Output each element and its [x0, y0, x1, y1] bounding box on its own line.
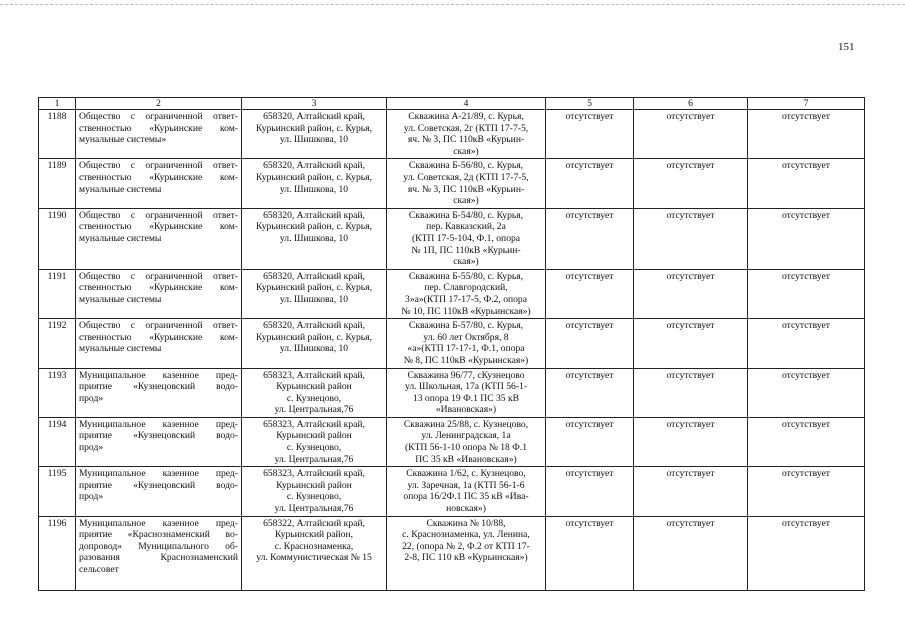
value-cell-c5: отсутствует — [546, 516, 634, 590]
organization-cell — [76, 159, 242, 208]
org-line: сельсовет — [79, 564, 119, 575]
obj-line: 3»а»(КТП 17-17-5, Ф.2, опора — [405, 293, 527, 305]
org-line: мунальные системы — [79, 183, 162, 195]
org-line: прод» — [79, 392, 104, 404]
object-cell — [387, 269, 546, 318]
obj-line: с. Краснознаменка, ул. Ленина, — [402, 529, 530, 541]
addr-line: ул. Коммунистическая № 15 — [256, 552, 372, 564]
addr-line: ул. Шишкова, 10 — [279, 134, 349, 146]
object-cell — [387, 159, 546, 208]
table-row — [39, 319, 865, 368]
obj-line: 22, (опора № 2, Ф.2 от КТП 17- — [402, 540, 530, 552]
header-col-1: 1 — [39, 98, 76, 110]
addr-line: Курьинский район, с. Курья, — [256, 282, 372, 294]
table-row — [39, 269, 865, 318]
obj-line: «а»(КТП 17-17-1, Ф.1, опора — [407, 343, 525, 355]
registry-table — [38, 97, 865, 591]
addr-line: Курьинский район, с. Курья, — [256, 171, 372, 183]
org-line: допровод» Муниципального об- — [79, 540, 238, 552]
org-line: Муниципальное казенное пред- — [79, 468, 238, 480]
obj-line: ул. Советская, 2д (КТП 17-7-5, — [403, 171, 529, 183]
obj-line: (КТП 56-1-10 опора № 18 Ф.1 — [404, 442, 528, 454]
object-cell — [387, 516, 546, 590]
row-number: 1190 — [39, 208, 76, 269]
value-cell-c6: отсутствует — [634, 208, 748, 269]
value-cell-c6: отсутствует — [634, 417, 748, 466]
value-cell-c6: отсутствует — [634, 269, 748, 318]
obj-line: ул. Заречная, 1а (КТП 56-1-6 — [407, 479, 525, 491]
obj-line: Скважина № 10/88, — [426, 517, 506, 529]
value-cell-c6: отсутствует — [634, 159, 748, 208]
organization-cell — [76, 516, 242, 590]
org-line: ственностью «Курьинские ком- — [79, 331, 238, 343]
org-line: Муниципальное казенное пред- — [79, 517, 238, 529]
address-cell — [242, 110, 387, 159]
page-top-border — [0, 4, 905, 5]
value-cell-c5: отсутствует — [546, 110, 634, 159]
value-cell-c5: отсутствует — [546, 319, 634, 368]
value-cell-c5: отсутствует — [546, 159, 634, 208]
row-number: 1196 — [39, 516, 76, 590]
header-col-7: 7 — [748, 98, 865, 110]
obj-line: ская») — [453, 145, 479, 157]
addr-line: ул. Шишкова, 10 — [279, 232, 349, 244]
addr-line: ул. Шишкова, 10 — [279, 183, 349, 195]
object-cell — [387, 417, 546, 466]
org-line: ственностью «Курьинские ком- — [79, 122, 238, 134]
value-cell-c7: отсутствует — [748, 368, 865, 417]
obj-line: 2-8, ПС 110 кВ «Курьинская») — [404, 552, 528, 564]
object-cell — [387, 467, 546, 516]
addr-line: 658323, Алтайский край, — [263, 468, 365, 480]
obj-line: ская») — [453, 195, 479, 207]
obj-line: пер. Славгородский, — [424, 282, 508, 294]
table-row — [39, 159, 865, 208]
org-line: разования Краснознаменский — [79, 552, 238, 564]
obj-line: ул. Ленинградская, 1а — [421, 430, 511, 442]
object-cell — [387, 110, 546, 159]
org-line: Общество с ограниченной ответ- — [79, 270, 238, 282]
value-cell-c7: отсутствует — [748, 269, 865, 318]
obj-line: Скважина 1/62, с. Кузнецово, — [406, 468, 526, 480]
addr-line: Курьинский район, с. Курья, — [256, 221, 372, 233]
row-number: 1194 — [39, 417, 76, 466]
obj-line: ПС 35 кВ «Ивановская») — [415, 453, 517, 465]
org-line: прод» — [79, 442, 104, 454]
obj-line: ул. Школьная, 17а (КТП 56-1- — [404, 381, 528, 393]
org-line: ственностью «Курьинские ком- — [79, 282, 238, 294]
org-line: ственностью «Курьинские ком- — [79, 221, 238, 233]
obj-line: новская») — [446, 503, 486, 515]
obj-line: ская») — [453, 256, 479, 268]
org-line: мунальные системы» — [79, 134, 167, 146]
addr-line: 658320, Алтайский край, — [263, 320, 365, 332]
addr-line: Курьинский район, с. Курья, — [256, 122, 372, 134]
addr-line: Курьинский район, — [274, 529, 354, 541]
value-cell-c6: отсутствует — [634, 516, 748, 590]
obj-line: пер. Кавказский, 2а — [426, 221, 506, 233]
obj-line: (КТП 17-5-104, Ф.1, опора — [411, 232, 521, 244]
org-line: Общество с ограниченной ответ- — [79, 111, 238, 122]
header-col-5: 5 — [546, 98, 634, 110]
org-line: Муниципальное казенное пред- — [79, 369, 238, 381]
obj-line: ул. 60 лет Октября, 8 — [423, 331, 509, 343]
value-cell-c6: отсутствует — [634, 368, 748, 417]
addr-line: с. Кузнецово, — [286, 392, 342, 404]
organization-cell — [76, 269, 242, 318]
organization-cell — [76, 417, 242, 466]
address-cell — [242, 368, 387, 417]
obj-line: № 8, ПС 110кВ «Курьинская») — [403, 354, 529, 366]
value-cell-c7: отсутствует — [748, 516, 865, 590]
addr-line: с. Краснознаменка, — [274, 540, 354, 552]
table-row — [39, 208, 865, 269]
addr-line: с. Кузнецово, — [286, 491, 342, 503]
obj-line: Скважина А-21/89, с. Курья, — [408, 111, 524, 122]
value-cell-c6: отсутствует — [634, 319, 748, 368]
object-cell — [387, 368, 546, 417]
row-number: 1195 — [39, 467, 76, 516]
obj-line: ул. Советская, 2г (КТП 17-7-5, — [403, 122, 529, 134]
header-col-3: 3 — [242, 98, 387, 110]
obj-line: «Ивановская») — [435, 404, 497, 416]
obj-line: Скважина Б-57/80, с. Курья, — [408, 320, 524, 332]
addr-line: Курьинский район — [276, 381, 352, 393]
obj-line: Скважина Б-56/80, с. Курья, — [408, 160, 524, 172]
addr-line: 658320, Алтайский край, — [263, 270, 365, 282]
org-line: Общество с ограниченной ответ- — [79, 209, 238, 221]
addr-line: с. Кузнецово, — [286, 442, 342, 454]
addr-line: 658320, Алтайский край, — [263, 160, 365, 172]
object-cell — [387, 319, 546, 368]
address-cell — [242, 208, 387, 269]
addr-line: 658320, Алтайский край, — [263, 209, 365, 221]
address-cell — [242, 159, 387, 208]
address-cell — [242, 269, 387, 318]
address-cell — [242, 319, 387, 368]
object-cell — [387, 208, 546, 269]
value-cell-c7: отсутствует — [748, 319, 865, 368]
value-cell-c6: отсутствует — [634, 110, 748, 159]
header-col-2: 2 — [76, 98, 242, 110]
addr-line: ул. Центральная,76 — [274, 404, 354, 416]
address-cell — [242, 467, 387, 516]
table-row — [39, 110, 865, 159]
addr-line: ул. Центральная,76 — [274, 503, 354, 515]
row-number: 1191 — [39, 269, 76, 318]
obj-line: яч. № 3, ПС 110кВ «Курьин- — [407, 183, 525, 195]
org-line: приятие «Кузнецовский водо- — [79, 430, 238, 442]
org-line: приятие «Краснознаменский во- — [79, 529, 238, 541]
org-line: Муниципальное казенное пред- — [79, 418, 238, 430]
value-cell-c6: отсутствует — [634, 467, 748, 516]
value-cell-c5: отсутствует — [546, 417, 634, 466]
addr-line: 658322, Алтайский край, — [263, 517, 365, 529]
value-cell-c5: отсутствует — [546, 467, 634, 516]
organization-cell — [76, 110, 242, 159]
addr-line: Курьинский район, с. Курья, — [256, 331, 372, 343]
obj-line: Скважина 96/77, сКузнецово — [407, 369, 525, 381]
address-cell — [242, 516, 387, 590]
value-cell-c5: отсутствует — [546, 368, 634, 417]
obj-line: 13 опора 19 Ф.1 ПС 35 кВ — [412, 392, 520, 404]
org-line: мунальные системы — [79, 232, 162, 244]
value-cell-c5: отсутствует — [546, 208, 634, 269]
org-line: мунальные системы — [79, 293, 162, 305]
obj-line: № 10, ПС 110кВ «Курьинская») — [401, 305, 531, 317]
table-row — [39, 467, 865, 516]
obj-line: Скважина 25/88, с. Кузнецово, — [403, 418, 529, 430]
org-line: Общество с ограниченной ответ- — [79, 160, 238, 172]
addr-line: 658320, Алтайский край, — [263, 111, 365, 122]
obj-line: Скважина Б-54/80, с. Курья, — [408, 209, 524, 221]
value-cell-c7: отсутствует — [748, 110, 865, 159]
header-row — [39, 98, 865, 110]
addr-line: 658323, Алтайский край, — [263, 369, 365, 381]
value-cell-c7: отсутствует — [748, 208, 865, 269]
row-number: 1188 — [39, 110, 76, 159]
addr-line: ул. Шишкова, 10 — [279, 293, 349, 305]
page-number: 151 — [838, 41, 855, 53]
organization-cell — [76, 319, 242, 368]
value-cell-c5: отсутствует — [546, 269, 634, 318]
row-number: 1189 — [39, 159, 76, 208]
table-row — [39, 417, 865, 466]
addr-line: 658323, Алтайский край, — [263, 418, 365, 430]
row-number: 1193 — [39, 368, 76, 417]
org-line: Общество с ограниченной ответ- — [79, 320, 238, 332]
table-row — [39, 516, 865, 590]
organization-cell — [76, 467, 242, 516]
addr-line: Курьинский район — [276, 479, 352, 491]
header-col-4: 4 — [387, 98, 546, 110]
obj-line: № 1П, ПС 110кВ «Курьин- — [411, 244, 521, 256]
org-line: ственностью «Курьинские ком- — [79, 171, 238, 183]
value-cell-c7: отсутствует — [748, 159, 865, 208]
obj-line: яч. № 3, ПС 110кВ «Курьин- — [407, 134, 525, 146]
org-line: приятие «Кузнецовский водо- — [79, 381, 238, 393]
addr-line: Курьинский район — [276, 430, 352, 442]
obj-line: опора 16/2Ф.1 ПС 35 кВ «Ива- — [403, 491, 529, 503]
organization-cell — [76, 368, 242, 417]
addr-line: ул. Шишкова, 10 — [279, 343, 349, 355]
table-row — [39, 368, 865, 417]
header-col-6: 6 — [634, 98, 748, 110]
address-cell — [242, 417, 387, 466]
org-line: мунальные системы — [79, 343, 162, 355]
obj-line: Скважина Б-55/80, с. Курья, — [408, 270, 524, 282]
row-number: 1192 — [39, 319, 76, 368]
value-cell-c7: отсутствует — [748, 417, 865, 466]
value-cell-c7: отсутствует — [748, 467, 865, 516]
addr-line: ул. Центральная,76 — [274, 453, 354, 465]
org-line: прод» — [79, 491, 104, 503]
organization-cell — [76, 208, 242, 269]
org-line: приятие «Кузнецовский водо- — [79, 479, 238, 491]
